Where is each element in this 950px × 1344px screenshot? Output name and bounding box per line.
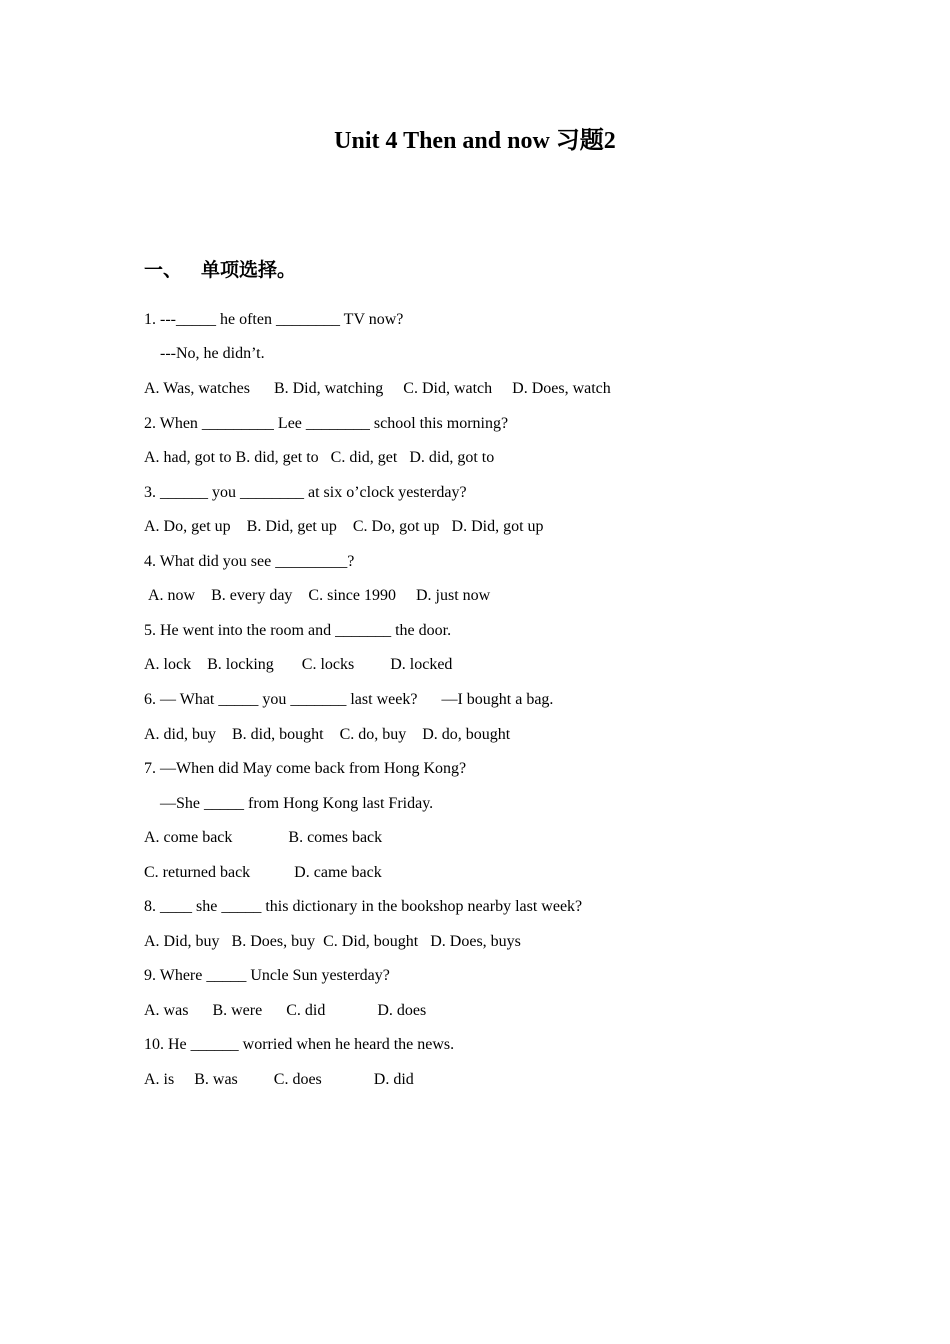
page-title: Unit 4 Then and now 习题2 [334,128,616,154]
question-6-options: A. did, buy B. did, bought C. do, buy D. do, bought [144,726,511,743]
question-2-options: A. had, got to B. did, get to C. did, get D. did, got to [144,449,495,466]
question-8: 8. ____ she _____ this dictionary in the bookshop nearby last week? [144,898,583,915]
question-3: 3. ______ you ________ at six o’clock yesterday? [144,484,467,501]
question-6: 6. — What _____ you _______ last week? —I bought a bag. [144,691,554,708]
question-10-options: A. is B. was C. does D. did [144,1071,414,1088]
question-9-options: A. was B. were C. did D. does [144,1002,427,1019]
question-2: 2. When _________ Lee ________ school this morning? [144,415,509,432]
question-5: 5. He went into the room and _______ the door. [144,622,452,639]
question-5-options: A. lock B. locking C. locks D. locked [144,656,453,673]
section-title: 单项选择。 [201,259,297,281]
question-7-options-row-2: C. returned back D. came back [144,864,382,881]
question-8-options: A. Did, buy B. Does, buy C. Did, bought D. Does, buys [144,933,521,950]
question-7-reply: —She _____ from Hong Kong last Friday. [160,795,434,812]
question-4: 4. What did you see _________? [144,553,355,570]
question-10: 10. He ______ worried when he heard the news. [144,1036,455,1053]
question-3-options: A. Do, get up B. Did, get up C. Do, got up D. Did, got up [144,518,544,535]
section-heading [144,255,296,285]
question-7-options-row-1: A. come back B. comes back [144,829,383,846]
question-1: 1. ---_____ he often ________ TV now? [144,311,404,328]
question-9: 9. Where _____ Uncle Sun yesterday? [144,967,390,984]
section-number: 一、 [144,259,183,281]
question-4-options: A. now B. every day C. since 1990 D. just now [148,587,491,604]
question-1-options: A. Was, watches B. Did, watching C. Did, watch D. Does, watch [144,380,611,397]
question-1-reply: ---No, he didn’t. [160,345,265,362]
question-7: 7. —When did May come back from Hong Kong? [144,760,467,777]
